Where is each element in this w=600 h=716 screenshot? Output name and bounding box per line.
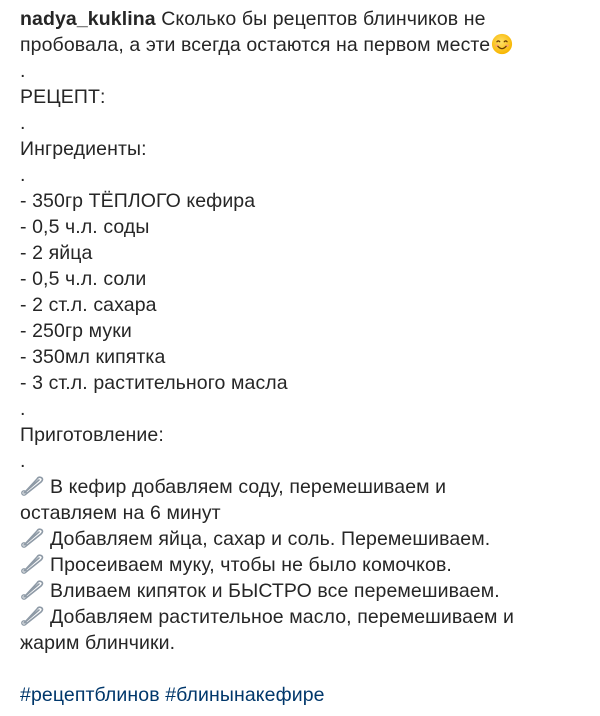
username-link[interactable]: nadya_kuklina — [20, 8, 156, 30]
ingredient-item: - 2 ст.л. сахара — [20, 294, 157, 316]
step-item — [20, 552, 585, 578]
post-caption — [20, 6, 585, 708]
step-text-continued: оставляем на 6 минут — [20, 502, 221, 524]
safety-pin-icon — [20, 476, 46, 496]
step-text: Добавляем растительное масло, перемешиваем и — [50, 606, 515, 628]
ingredient-item: - 0,5 ч.л. соды — [20, 216, 150, 238]
blank-line — [20, 656, 585, 682]
step-text: Добавляем яйца, сахар и соль. Перемешиваем. — [50, 528, 491, 550]
separator-dot: . — [20, 450, 26, 472]
safety-pin-icon — [20, 528, 46, 548]
step-item — [20, 578, 585, 604]
step-text: В кефир добавляем соду, перемешиваем и — [50, 476, 447, 498]
step-text: Вливаем кипяток и БЫСТРО все перемешиваем. — [50, 580, 500, 602]
step-text: Просеиваем муку, чтобы не было комочков. — [50, 554, 452, 576]
separator-dot: . — [20, 398, 26, 420]
step-text-continued: жарим блинчики. — [20, 632, 176, 654]
ingredient-item: - 350гр ТЁПЛОГО кефира — [20, 190, 256, 212]
hashtag-link[interactable]: #рецептблинов — [20, 684, 160, 706]
step-item — [20, 604, 585, 630]
safety-pin-icon — [20, 554, 46, 574]
ingredient-item: - 2 яйца — [20, 242, 93, 264]
recipe-heading: РЕЦЕПТ: — [20, 86, 106, 108]
separator-dot: . — [20, 164, 26, 186]
separator-dot: . — [20, 112, 26, 134]
step-item — [20, 474, 585, 500]
step-item — [20, 526, 585, 552]
ingredient-item: - 250гр муки — [20, 320, 132, 342]
ingredient-item: - 350мл кипятка — [20, 346, 166, 368]
safety-pin-icon — [20, 580, 46, 600]
caption-intro-text-continued: пробовала, а эти всегда остаются на первом месте — [20, 34, 491, 56]
hashtags — [20, 682, 585, 708]
safety-pin-icon — [20, 606, 46, 626]
ingredients-heading: Ингредиенты: — [20, 138, 147, 160]
preparation-heading: Приготовление: — [20, 424, 164, 446]
ingredient-item: - 0,5 ч.л. соли — [20, 268, 147, 290]
separator-dot: . — [20, 60, 26, 82]
smiling-face-icon — [491, 33, 513, 55]
caption-first-line — [20, 6, 585, 32]
ingredient-item: - 3 ст.л. растительного масла — [20, 372, 288, 394]
caption-second-line — [20, 32, 585, 58]
hashtag-link[interactable]: #блинынакефире — [165, 684, 325, 706]
caption-intro-text: Сколько бы рецептов блинчиков не — [161, 8, 486, 30]
